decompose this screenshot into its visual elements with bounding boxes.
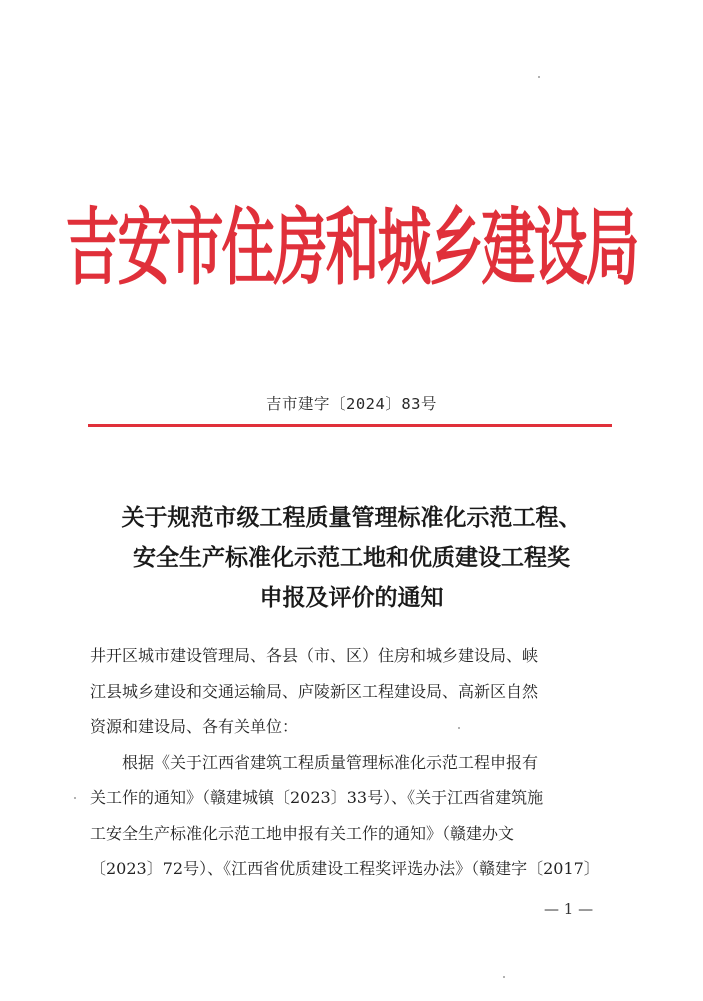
scan-speck <box>74 797 76 799</box>
body-line: 江县城乡建设和交通运输局、庐陵新区工程建设局、高新区自然 <box>90 681 539 701</box>
notice-body <box>90 638 615 887</box>
notice-title-line: 安全生产标准化示范工地和优质建设工程奖 <box>133 544 570 571</box>
scan-speck <box>538 76 540 78</box>
scan-speck <box>503 976 505 978</box>
red-divider-line <box>88 424 612 427</box>
body-line: 根据《关于江西省建筑工程质量管理标准化示范工程申报有 <box>90 752 539 772</box>
body-line: 工安全生产标准化示范工地申报有关工作的通知》（赣建办文 <box>90 823 515 843</box>
document-number: 吉市建字〔2024〕83号 <box>266 395 437 413</box>
body-line: 井开区城市建设管理局、各县（市、区）住房和城乡建设局、峡 <box>90 646 539 665</box>
scan-speck <box>458 727 460 729</box>
body-line: 资源和建设局、各有关单位： <box>90 717 299 736</box>
body-line: 〔2023〕72号）、《江西省优质建设工程奖评选办法》（赣建字〔2017〕 <box>90 859 600 878</box>
notice-title-line: 关于规范市级工程质量管理标准化示范工程、 <box>121 504 582 531</box>
notice-title <box>60 498 643 618</box>
letterhead-agency-name: 吉安市住房和城乡建设局 <box>65 197 638 297</box>
notice-title-line: 申报及评价的通知 <box>259 584 444 611</box>
page-number: — 1 — <box>544 900 594 918</box>
body-line: 关工作的通知》（赣建城镇〔2023〕33号）、《关于江西省建筑施 <box>90 788 544 807</box>
